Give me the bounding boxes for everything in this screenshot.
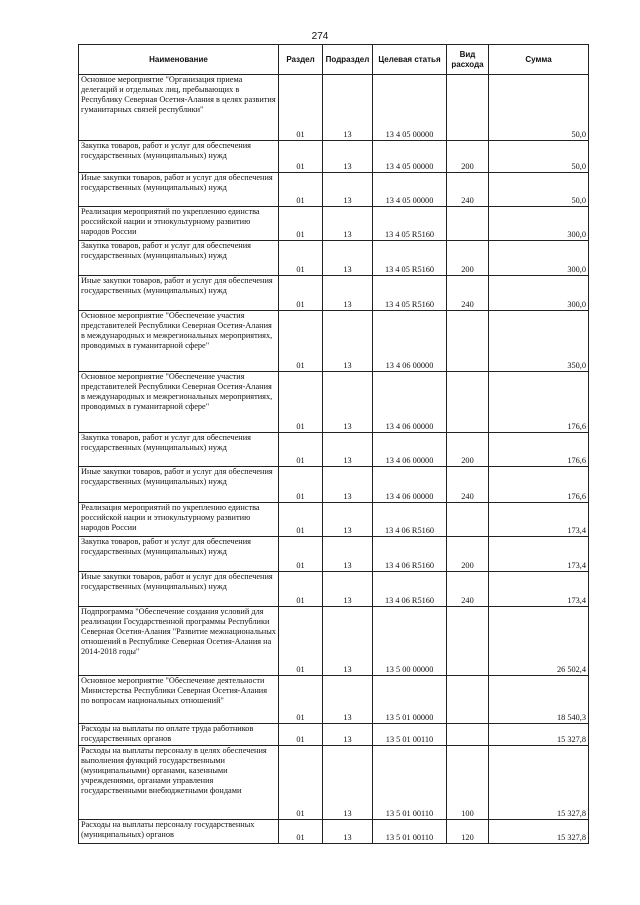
table-row — [79, 503, 589, 537]
cell-sum: 50,0 — [489, 75, 589, 141]
cell-name: Расходы на выплаты персоналу государственных (муниципальных) органов — [79, 820, 279, 844]
table-row — [79, 537, 589, 572]
cell-section: 01 — [279, 276, 323, 311]
cell-name: Иные закупки товаров, работ и услуг для обеспечения государственных (муниципальных) нужд — [79, 572, 279, 607]
table-row — [79, 173, 589, 207]
cell-sum: 300,0 — [489, 207, 589, 241]
cell-sum: 173,4 — [489, 537, 589, 572]
cell-sum: 300,0 — [489, 276, 589, 311]
cell-type: 120 — [447, 820, 489, 844]
cell-type: 100 — [447, 746, 489, 820]
cell-section: 01 — [279, 746, 323, 820]
cell-sum: 350,0 — [489, 311, 589, 372]
table-row — [79, 607, 589, 676]
cell-name: Реализация мероприятий по укреплению единства российской нации и этнокультурному развитию народов России — [79, 503, 279, 537]
cell-name: Основное мероприятие "Организация приема делегаций и отдельных лиц, пребывающих в Республику Северная Осетия-Алания в целях развития гуманитарных связей республики" — [79, 75, 279, 141]
cell-sum: 18 540,3 — [489, 676, 589, 724]
cell-name: Основное мероприятие "Обеспечение участия представителей Республики Северная Осетия-Алания в международных и межрегиональных мероприятиях, проводимых в гуманитарной сфере" — [79, 372, 279, 433]
table-row — [79, 820, 589, 844]
cell-target: 13 5 01 00110 — [373, 724, 447, 746]
cell-target: 13 4 06 00000 — [373, 311, 447, 372]
cell-name: Закупка товаров, работ и услуг для обеспечения государственных (муниципальных) нужд — [79, 141, 279, 173]
cell-section: 01 — [279, 503, 323, 537]
cell-section: 01 — [279, 572, 323, 607]
cell-section: 01 — [279, 467, 323, 503]
table-row — [79, 141, 589, 173]
cell-target: 13 4 05 R5160 — [373, 207, 447, 241]
header-section: Раздел — [279, 45, 323, 75]
cell-sum: 176,6 — [489, 433, 589, 467]
cell-section: 01 — [279, 173, 323, 207]
cell-target: 13 5 01 00110 — [373, 746, 447, 820]
cell-subsection: 13 — [323, 173, 373, 207]
cell-target: 13 4 06 R5160 — [373, 537, 447, 572]
cell-type — [447, 75, 489, 141]
cell-target: 13 4 05 00000 — [373, 141, 447, 173]
cell-section: 01 — [279, 141, 323, 173]
cell-target: 13 5 01 00110 — [373, 820, 447, 844]
cell-name: Расходы на выплаты персоналу в целях обеспечения выполнения функций государственными (муниципальными) органами, казенными учреждениями, органами управления государственными внебюджетными фондами — [79, 746, 279, 820]
cell-section: 01 — [279, 372, 323, 433]
cell-sum: 176,6 — [489, 372, 589, 433]
table-row — [79, 467, 589, 503]
cell-type: 200 — [447, 241, 489, 276]
cell-subsection: 13 — [323, 746, 373, 820]
table-row — [79, 676, 589, 724]
table-row — [79, 572, 589, 607]
cell-sum: 15 327,8 — [489, 724, 589, 746]
table-row — [79, 311, 589, 372]
cell-subsection: 13 — [323, 537, 373, 572]
cell-name: Иные закупки товаров, работ и услуг для обеспечения государственных (муниципальных) нужд — [79, 173, 279, 207]
cell-section: 01 — [279, 676, 323, 724]
cell-name: Иные закупки товаров, работ и услуг для обеспечения государственных (муниципальных) нужд — [79, 276, 279, 311]
cell-type: 240 — [447, 276, 489, 311]
cell-subsection: 13 — [323, 75, 373, 141]
cell-name: Закупка товаров, работ и услуг для обеспечения государственных (муниципальных) нужд — [79, 433, 279, 467]
cell-target: 13 4 06 R5160 — [373, 572, 447, 607]
cell-subsection: 13 — [323, 503, 373, 537]
cell-target: 13 4 06 00000 — [373, 372, 447, 433]
cell-subsection: 13 — [323, 141, 373, 173]
table-row — [79, 724, 589, 746]
cell-target: 13 5 00 00000 — [373, 607, 447, 676]
cell-target: 13 4 05 R5160 — [373, 241, 447, 276]
cell-subsection: 13 — [323, 433, 373, 467]
header-subsection: Подраздел — [323, 45, 373, 75]
cell-name: Основное мероприятие "Обеспечение деятельности Министерства Республики Северная Осетия-Алания по вопросам национальных отношений" — [79, 676, 279, 724]
cell-name: Подпрограмма "Обеспечение создания условий для реализации Государственной программы Республики Северная Осетия-Алания "Развитие межнациональных отношений в Республике Северная Осетия-Алания на 2014-2018 годы" — [79, 607, 279, 676]
table-row — [79, 241, 589, 276]
cell-sum: 176,6 — [489, 467, 589, 503]
cell-name: Реализация мероприятий по укреплению единства российской нации и этнокультурному развитию народов России — [79, 207, 279, 241]
cell-subsection: 13 — [323, 207, 373, 241]
table-row — [79, 207, 589, 241]
cell-section: 01 — [279, 311, 323, 372]
cell-section: 01 — [279, 241, 323, 276]
table-header-row — [79, 45, 589, 75]
cell-target: 13 4 05 R5160 — [373, 276, 447, 311]
header-type: Вид расхода — [447, 45, 489, 75]
table-row — [79, 372, 589, 433]
cell-sum: 15 327,8 — [489, 746, 589, 820]
cell-section: 01 — [279, 75, 323, 141]
cell-subsection: 13 — [323, 372, 373, 433]
cell-section: 01 — [279, 433, 323, 467]
cell-type — [447, 372, 489, 433]
cell-subsection: 13 — [323, 724, 373, 746]
cell-sum: 173,4 — [489, 503, 589, 537]
cell-type: 240 — [447, 467, 489, 503]
cell-sum: 50,0 — [489, 141, 589, 173]
cell-type — [447, 724, 489, 746]
table-row — [79, 746, 589, 820]
cell-sum: 173,4 — [489, 572, 589, 607]
cell-subsection: 13 — [323, 311, 373, 372]
cell-type: 200 — [447, 141, 489, 173]
cell-type: 240 — [447, 572, 489, 607]
cell-subsection: 13 — [323, 572, 373, 607]
cell-type: 240 — [447, 173, 489, 207]
cell-target: 13 4 06 00000 — [373, 467, 447, 503]
cell-sum: 15 327,8 — [489, 820, 589, 844]
cell-section: 01 — [279, 724, 323, 746]
page-number: 274 — [311, 31, 329, 42]
cell-section: 01 — [279, 207, 323, 241]
cell-name: Закупка товаров, работ и услуг для обеспечения государственных (муниципальных) нужд — [79, 241, 279, 276]
cell-section: 01 — [279, 607, 323, 676]
cell-name: Иные закупки товаров, работ и услуг для обеспечения государственных (муниципальных) нужд — [79, 467, 279, 503]
cell-sum: 26 502,4 — [489, 607, 589, 676]
cell-name: Закупка товаров, работ и услуг для обеспечения государственных (муниципальных) нужд — [79, 537, 279, 572]
table-row — [79, 75, 589, 141]
cell-type — [447, 503, 489, 537]
cell-type — [447, 207, 489, 241]
cell-sum: 50,0 — [489, 173, 589, 207]
cell-target: 13 4 05 00000 — [373, 173, 447, 207]
budget-table — [78, 44, 589, 844]
cell-subsection: 13 — [323, 607, 373, 676]
header-target: Целевая статья — [373, 45, 447, 75]
cell-name: Расходы на выплаты по оплате труда работников государственных органов — [79, 724, 279, 746]
cell-target: 13 4 05 00000 — [373, 75, 447, 141]
cell-sum: 300,0 — [489, 241, 589, 276]
cell-name: Основное мероприятие "Обеспечение участия представителей Республики Северная Осетия-Алания в международных и межрегиональных мероприятиях, проводимых в гуманитарной сфере" — [79, 311, 279, 372]
table-row — [79, 433, 589, 467]
cell-subsection: 13 — [323, 276, 373, 311]
header-sum: Сумма — [489, 45, 589, 75]
cell-type — [447, 607, 489, 676]
cell-type — [447, 676, 489, 724]
table-row — [79, 276, 589, 311]
cell-target: 13 4 06 R5160 — [373, 503, 447, 537]
cell-subsection: 13 — [323, 676, 373, 724]
cell-subsection: 13 — [323, 467, 373, 503]
cell-type: 200 — [447, 537, 489, 572]
cell-target: 13 4 06 00000 — [373, 433, 447, 467]
cell-section: 01 — [279, 537, 323, 572]
cell-section: 01 — [279, 820, 323, 844]
cell-subsection: 13 — [323, 241, 373, 276]
cell-subsection: 13 — [323, 820, 373, 844]
header-name: Наименование — [79, 45, 279, 75]
cell-type: 200 — [447, 433, 489, 467]
cell-target: 13 5 01 00000 — [373, 676, 447, 724]
cell-type — [447, 311, 489, 372]
